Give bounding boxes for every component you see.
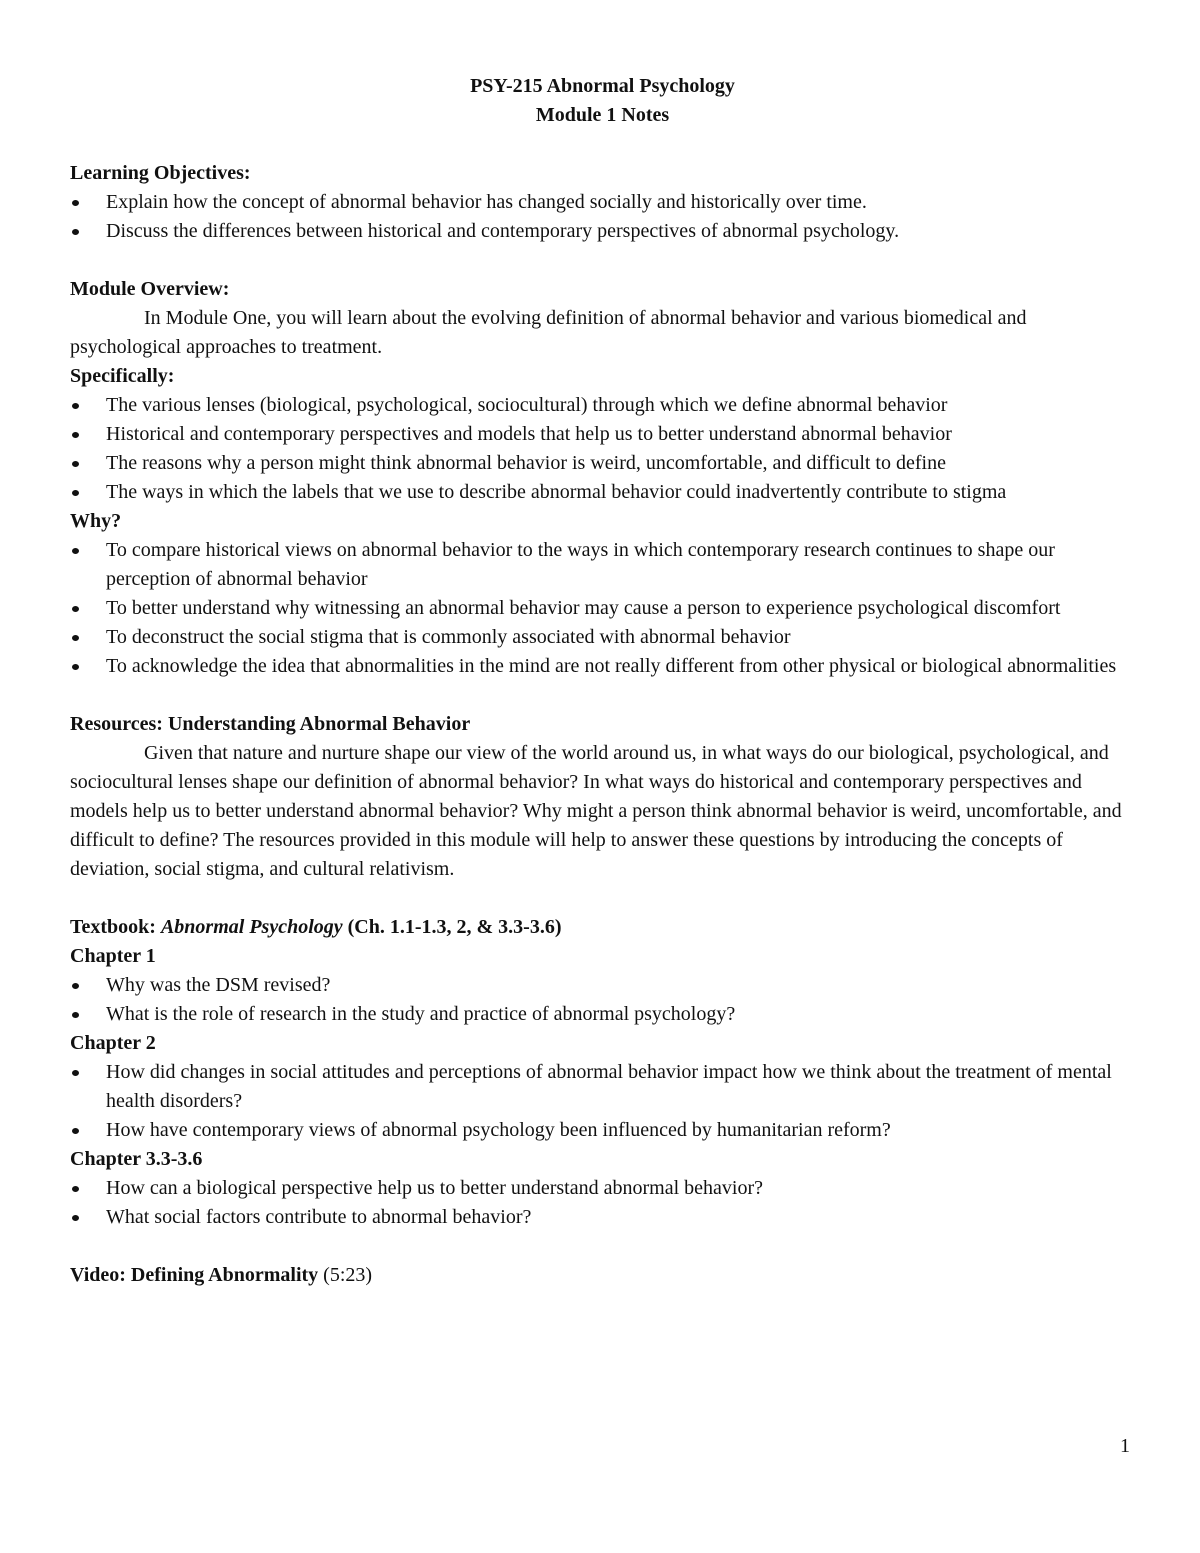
bullet-icon	[72, 1128, 79, 1134]
list-item: Explain how the concept of abnormal behavior has changed socially and historically over time.	[70, 188, 1135, 217]
learning-objectives-list	[70, 188, 1135, 246]
document-page	[70, 72, 1135, 1290]
chapter-heading: Chapter 1	[70, 945, 156, 967]
list-item: Historical and contemporary perspectives and models that help us to better understand abnormal behavior	[70, 420, 1135, 449]
chapter-2-list	[70, 1058, 1135, 1145]
why-heading: Why?	[70, 510, 122, 532]
chapter-1-list	[70, 971, 1135, 1029]
bullet-icon	[72, 635, 79, 641]
list-item: To better understand why witnessing an abnormal behavior may cause a person to experience psychological discomfort	[70, 594, 1135, 623]
resources-heading: Resources: Understanding Abnormal Behavior	[70, 713, 471, 735]
bullet-icon	[72, 229, 79, 235]
resources-paragraph: Given that nature and nurture shape our view of the world around us, in what ways do our biological, psychological, and sociocultural lenses shape our definition of abnormal behavior? In what ways do historical and contemporary perspectives and models help us to better understand abnormal behavior? Why might a person think abnormal behavior is weird, uncomfortable, and difficult to define? The resources provided in this module will help to answer these questions by introducing the concepts of deviation, social stigma, and cultural relativism.	[70, 742, 1122, 880]
list-item: To compare historical views on abnormal behavior to the ways in which contemporary research continues to shape our perception of abnormal behavior	[70, 536, 1135, 594]
list-item: How have contemporary views of abnormal psychology been influenced by humanitarian reform?	[70, 1116, 1135, 1145]
module-overview-heading: Module Overview:	[70, 278, 230, 300]
video-heading	[70, 1261, 1135, 1290]
bullet-icon	[72, 606, 79, 612]
chapter-3-list	[70, 1174, 1135, 1232]
specifically-list	[70, 391, 1135, 507]
page-number: 1	[1120, 1435, 1130, 1457]
list-item: How can a biological perspective help us to better understand abnormal behavior?	[70, 1174, 1135, 1203]
list-item: To acknowledge the idea that abnormalities in the mind are not really different from other physical or biological abnormalities	[70, 652, 1135, 681]
textbook-title: Abnormal Psychology	[160, 916, 343, 938]
learning-objectives-heading: Learning Objectives:	[70, 162, 251, 184]
document-title	[70, 72, 1135, 130]
bullet-icon	[72, 664, 79, 670]
bullet-icon	[72, 1186, 79, 1192]
module-overview-paragraph: In Module One, you will learn about the evolving definition of abnormal behavior and various biomedical and psychological approaches to treatment.	[70, 307, 1027, 358]
list-item: The various lenses (biological, psychological, sociocultural) through which we define abnormal behavior	[70, 391, 1135, 420]
bullet-icon	[72, 403, 79, 409]
bullet-icon	[72, 983, 79, 989]
chapter-heading: Chapter 2	[70, 1032, 156, 1054]
list-item: What social factors contribute to abnormal behavior?	[70, 1203, 1135, 1232]
module-title: Module 1 Notes	[535, 104, 670, 126]
list-item: Why was the DSM revised?	[70, 971, 1135, 1000]
bullet-icon	[72, 548, 79, 554]
bullet-icon	[72, 1012, 79, 1018]
why-list	[70, 536, 1135, 681]
textbook-chapters-ref: (Ch. 1.1-1.3, 2, & 3.3-3.6)	[342, 916, 562, 938]
bullet-icon	[72, 461, 79, 467]
bullet-icon	[72, 1215, 79, 1221]
list-item: How did changes in social attitudes and perceptions of abnormal behavior impact how we think about the treatment of mental health disorders?	[70, 1058, 1135, 1116]
textbook-heading	[70, 913, 1135, 942]
list-item: What is the role of research in the study and practice of abnormal psychology?	[70, 1000, 1135, 1029]
list-item: The reasons why a person might think abnormal behavior is weird, uncomfortable, and difficult to define	[70, 449, 1135, 478]
bullet-icon	[72, 432, 79, 438]
bullet-icon	[72, 1070, 79, 1076]
course-title: PSY-215 Abnormal Psychology	[470, 75, 735, 97]
specifically-heading: Specifically:	[70, 365, 175, 387]
bullet-icon	[72, 200, 79, 206]
video-duration: (5:23)	[318, 1264, 373, 1286]
textbook-prefix: Textbook:	[70, 916, 161, 938]
bullet-icon	[72, 490, 79, 496]
list-item: Discuss the differences between historical and contemporary perspectives of abnormal psychology.	[70, 217, 1135, 246]
list-item: The ways in which the labels that we use to describe abnormal behavior could inadvertently contribute to stigma	[70, 478, 1135, 507]
chapter-heading: Chapter 3.3-3.6	[70, 1148, 203, 1170]
video-label: Video: Defining Abnormality	[70, 1264, 319, 1286]
list-item: To deconstruct the social stigma that is commonly associated with abnormal behavior	[70, 623, 1135, 652]
